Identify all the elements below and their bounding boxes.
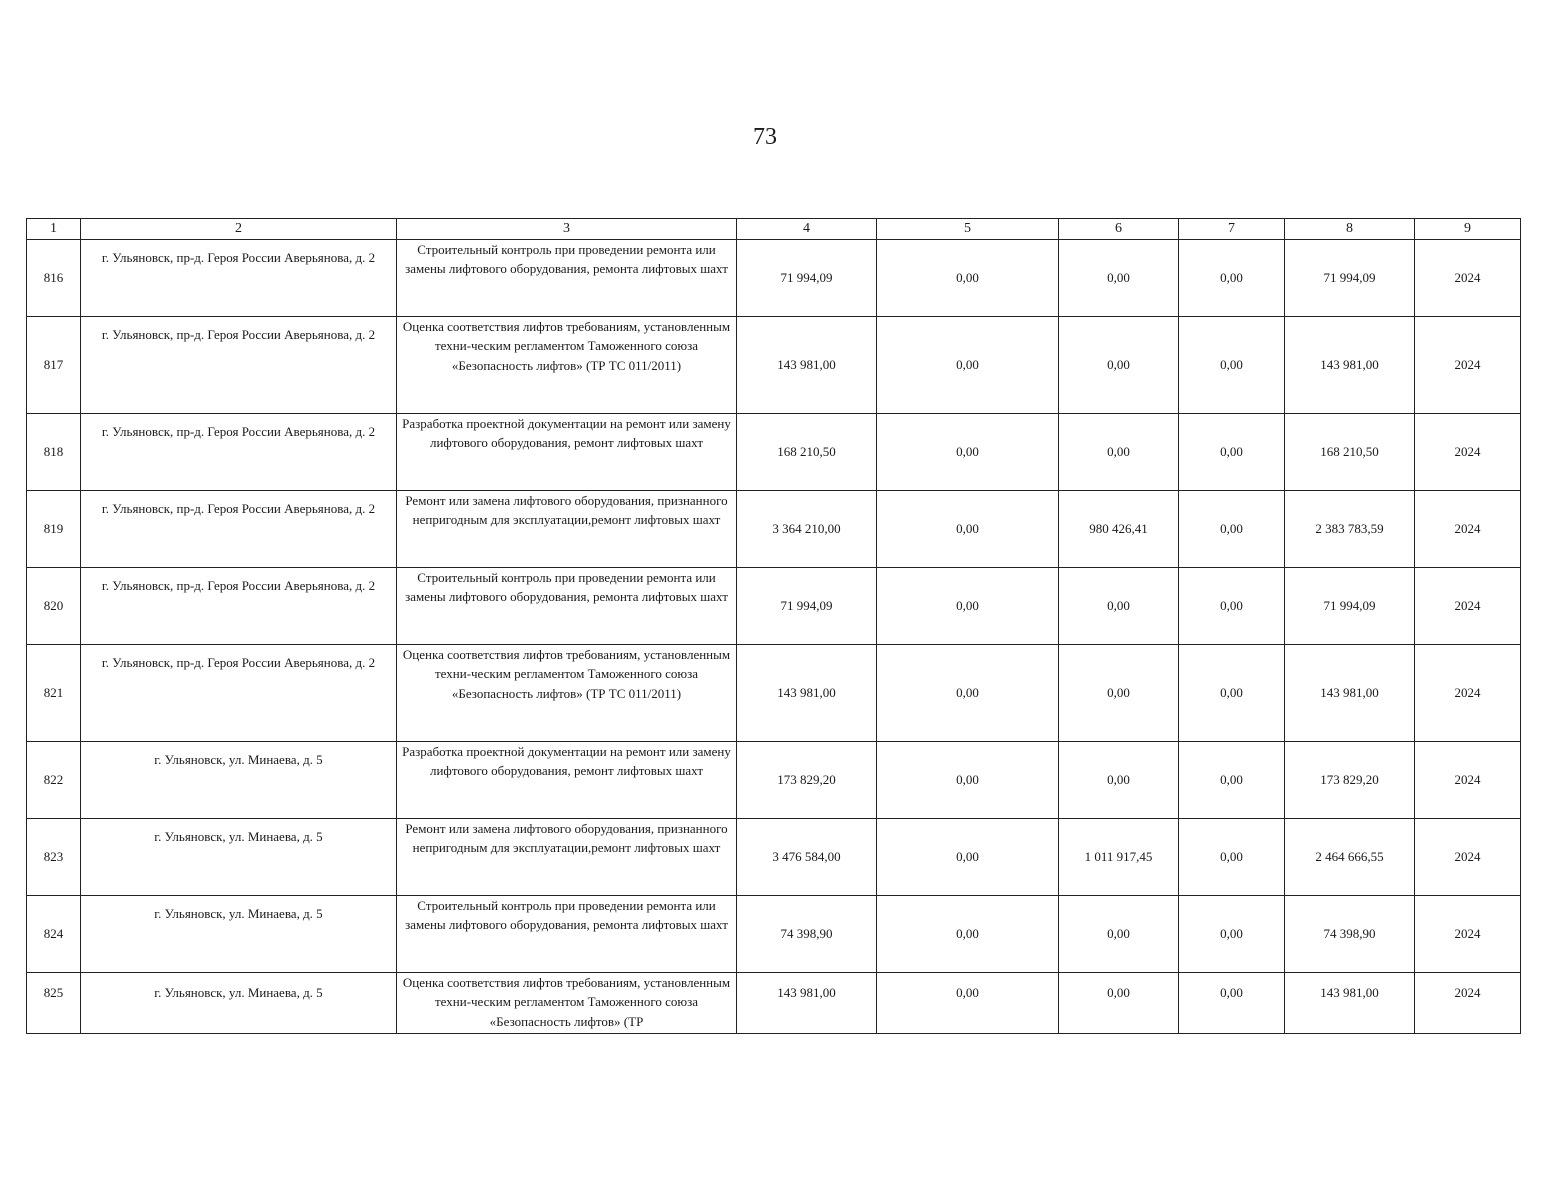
row-col8: 2 464 666,55 — [1285, 818, 1415, 895]
row-col9: 2024 — [1415, 567, 1521, 644]
column-header: 9 — [1415, 219, 1521, 240]
row-work: Разработка проектной документации на ремонт или замену лифтового оборудования, ремонт лифтовых шахт — [397, 741, 737, 818]
row-col9: 2024 — [1415, 818, 1521, 895]
row-col9: 2024 — [1415, 490, 1521, 567]
row-col8: 143 981,00 — [1285, 644, 1415, 741]
row-col4: 3 476 584,00 — [737, 818, 877, 895]
row-col7: 0,00 — [1179, 490, 1285, 567]
row-work: Разработка проектной документации на ремонт или замену лифтового оборудования, ремонт лифтовых шахт — [397, 413, 737, 490]
column-header: 8 — [1285, 219, 1415, 240]
row-address: г. Ульяновск, ул. Минаева, д. 5 — [81, 741, 397, 818]
row-col5: 0,00 — [877, 895, 1059, 972]
row-col5: 0,00 — [877, 644, 1059, 741]
row-address: г. Ульяновск, ул. Минаева, д. 5 — [81, 818, 397, 895]
column-header: 7 — [1179, 219, 1285, 240]
row-number: 818 — [27, 413, 81, 490]
row-col4: 173 829,20 — [737, 741, 877, 818]
table-row — [27, 239, 1521, 316]
row-col8: 173 829,20 — [1285, 741, 1415, 818]
column-header: 5 — [877, 219, 1059, 240]
row-number: 825 — [27, 972, 81, 1033]
row-col9: 2024 — [1415, 239, 1521, 316]
row-col6: 0,00 — [1059, 413, 1179, 490]
row-work: Оценка соответствия лифтов требованиям, установленным техни-ческим регламентом Таможенного союза «Безопасность лифтов» (ТР — [397, 972, 737, 1033]
row-col8: 74 398,90 — [1285, 895, 1415, 972]
row-col8: 71 994,09 — [1285, 239, 1415, 316]
column-header: 3 — [397, 219, 737, 240]
row-col5: 0,00 — [877, 490, 1059, 567]
row-col5: 0,00 — [877, 741, 1059, 818]
row-number: 817 — [27, 316, 81, 413]
table-row — [27, 490, 1521, 567]
row-col8: 143 981,00 — [1285, 316, 1415, 413]
column-header: 4 — [737, 219, 877, 240]
row-col5: 0,00 — [877, 316, 1059, 413]
row-col4: 168 210,50 — [737, 413, 877, 490]
table-row — [27, 972, 1521, 1033]
row-col5: 0,00 — [877, 818, 1059, 895]
page-number: 73 — [753, 124, 777, 150]
row-number: 823 — [27, 818, 81, 895]
row-col5: 0,00 — [877, 239, 1059, 316]
row-col6: 0,00 — [1059, 239, 1179, 316]
row-col6: 0,00 — [1059, 895, 1179, 972]
row-col4: 74 398,90 — [737, 895, 877, 972]
row-address: г. Ульяновск, пр-д. Героя России Аверьянова, д. 2 — [81, 644, 397, 741]
row-col6: 0,00 — [1059, 644, 1179, 741]
row-col8: 71 994,09 — [1285, 567, 1415, 644]
table-row — [27, 818, 1521, 895]
row-col7: 0,00 — [1179, 741, 1285, 818]
table-row — [27, 567, 1521, 644]
row-address: г. Ульяновск, пр-д. Героя России Аверьянова, д. 2 — [81, 567, 397, 644]
row-col4: 3 364 210,00 — [737, 490, 877, 567]
row-number: 819 — [27, 490, 81, 567]
row-address: г. Ульяновск, пр-д. Героя России Аверьянова, д. 2 — [81, 239, 397, 316]
row-work: Строительный контроль при проведении ремонта или замены лифтового оборудования, ремонта лифтовых шахт — [397, 895, 737, 972]
row-col7: 0,00 — [1179, 644, 1285, 741]
table-row — [27, 316, 1521, 413]
row-col4: 143 981,00 — [737, 644, 877, 741]
row-work: Оценка соответствия лифтов требованиям, установленным техни-ческим регламентом Таможенного союза «Безопасность лифтов» (ТР ТС 011/2011) — [397, 316, 737, 413]
row-col6: 0,00 — [1059, 972, 1179, 1033]
row-col8: 168 210,50 — [1285, 413, 1415, 490]
row-col7: 0,00 — [1179, 413, 1285, 490]
row-number: 824 — [27, 895, 81, 972]
row-col4: 71 994,09 — [737, 567, 877, 644]
row-col5: 0,00 — [877, 972, 1059, 1033]
works-table — [26, 218, 1521, 1034]
table-row — [27, 413, 1521, 490]
row-col7: 0,00 — [1179, 895, 1285, 972]
row-work: Ремонт или замена лифтового оборудования, признанного непригодным для эксплуатации,ремонт лифтовых шахт — [397, 818, 737, 895]
row-work: Ремонт или замена лифтового оборудования, признанного непригодным для эксплуатации,ремонт лифтовых шахт — [397, 490, 737, 567]
row-col8: 2 383 783,59 — [1285, 490, 1415, 567]
row-col6: 0,00 — [1059, 741, 1179, 818]
row-col4: 143 981,00 — [737, 316, 877, 413]
row-col9: 2024 — [1415, 895, 1521, 972]
column-header: 6 — [1059, 219, 1179, 240]
row-address: г. Ульяновск, пр-д. Героя России Аверьянова, д. 2 — [81, 413, 397, 490]
row-address: г. Ульяновск, ул. Минаева, д. 5 — [81, 972, 397, 1033]
table-row — [27, 895, 1521, 972]
row-col7: 0,00 — [1179, 972, 1285, 1033]
row-col6: 980 426,41 — [1059, 490, 1179, 567]
row-col9: 2024 — [1415, 972, 1521, 1033]
row-address: г. Ульяновск, пр-д. Героя России Аверьянова, д. 2 — [81, 490, 397, 567]
row-col7: 0,00 — [1179, 567, 1285, 644]
row-number: 816 — [27, 239, 81, 316]
row-col7: 0,00 — [1179, 316, 1285, 413]
row-col8: 143 981,00 — [1285, 972, 1415, 1033]
row-col9: 2024 — [1415, 316, 1521, 413]
row-col7: 0,00 — [1179, 818, 1285, 895]
row-col6: 1 011 917,45 — [1059, 818, 1179, 895]
row-work: Оценка соответствия лифтов требованиям, установленным техни-ческим регламентом Таможенного союза «Безопасность лифтов» (ТР ТС 011/2011) — [397, 644, 737, 741]
row-number: 820 — [27, 567, 81, 644]
row-number: 822 — [27, 741, 81, 818]
table-row — [27, 741, 1521, 818]
row-col4: 143 981,00 — [737, 972, 877, 1033]
row-col9: 2024 — [1415, 741, 1521, 818]
row-col5: 0,00 — [877, 413, 1059, 490]
row-col5: 0,00 — [877, 567, 1059, 644]
row-col7: 0,00 — [1179, 239, 1285, 316]
row-col6: 0,00 — [1059, 567, 1179, 644]
row-number: 821 — [27, 644, 81, 741]
column-header: 2 — [81, 219, 397, 240]
row-col4: 71 994,09 — [737, 239, 877, 316]
row-col6: 0,00 — [1059, 316, 1179, 413]
header-row — [27, 219, 1521, 240]
row-address: г. Ульяновск, пр-д. Героя России Аверьянова, д. 2 — [81, 316, 397, 413]
row-address: г. Ульяновск, ул. Минаева, д. 5 — [81, 895, 397, 972]
table-row — [27, 644, 1521, 741]
row-work: Строительный контроль при проведении ремонта или замены лифтового оборудования, ремонта лифтовых шахт — [397, 239, 737, 316]
column-header: 1 — [27, 219, 81, 240]
row-col9: 2024 — [1415, 413, 1521, 490]
row-work: Строительный контроль при проведении ремонта или замены лифтового оборудования, ремонта лифтовых шахт — [397, 567, 737, 644]
row-col9: 2024 — [1415, 644, 1521, 741]
